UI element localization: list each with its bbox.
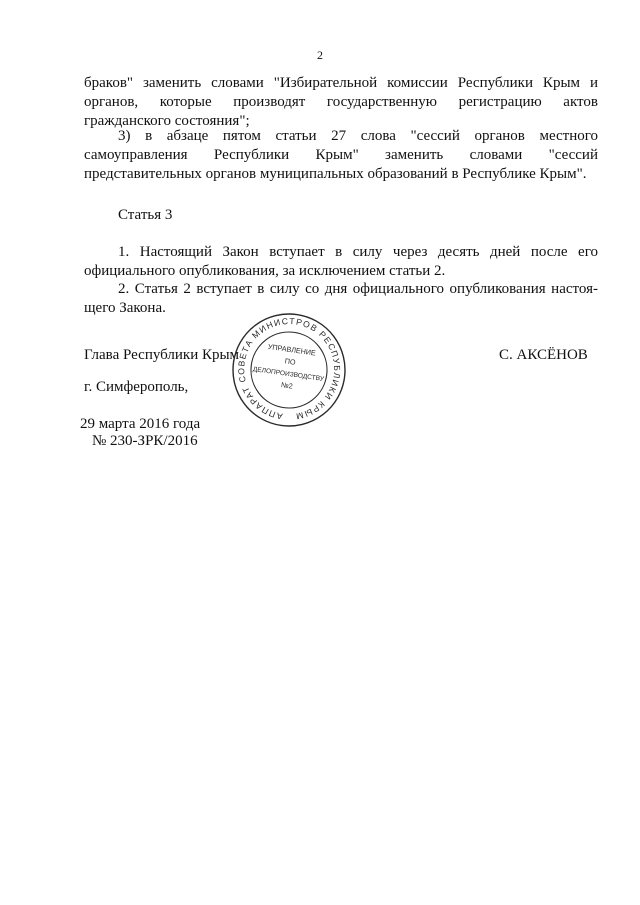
paragraph-3: 1. Настоящий Закон вступает в силу через десять дней после его официального опубликования, за исключением статьи 2. — [84, 244, 598, 279]
paragraph-2: 3) в абзаце пятом статьи 27 слова "сессий органов местного самоуправления Республики Крым" заменить словами "сессий представительных органов муниципальных образований в Республике Крым". — [84, 128, 598, 182]
signature-city: г. Симферополь, — [84, 379, 189, 395]
article-heading: Статья 3 — [118, 207, 173, 223]
signature-title: Глава Республики Крым — [84, 347, 240, 363]
stamp-line-4: №2 — [280, 380, 294, 391]
paragraph-1: браков" заменить словами "Избирательной комиссии Республики Крым и органов, которые производят государственную регистрацию актов гражданского состояния"; — [84, 75, 598, 129]
page-number: 2 — [317, 48, 323, 62]
stamp-line-3: ДЕЛОПРОИЗВОДСТВУ — [252, 365, 325, 383]
stamp-line-1: УПРАВЛЕНИЕ — [267, 341, 317, 358]
stamp-line-2: ПО — [284, 356, 297, 367]
law-number: № 230-ЗРК/2016 — [92, 433, 198, 449]
paragraph-4: 2. Статья 2 вступает в силу со дня официального опубликования настоя-щего Закона. — [84, 281, 598, 316]
signature-name: С. АКСЁНОВ — [499, 347, 588, 363]
official-stamp — [222, 308, 356, 432]
signature-date: 29 марта 2016 года — [80, 416, 201, 432]
stamp-ring-text: АППАРАТ СОВЕТА МИНИСТРОВ РЕСПУБЛИКИ КРЫМ — [236, 315, 343, 422]
